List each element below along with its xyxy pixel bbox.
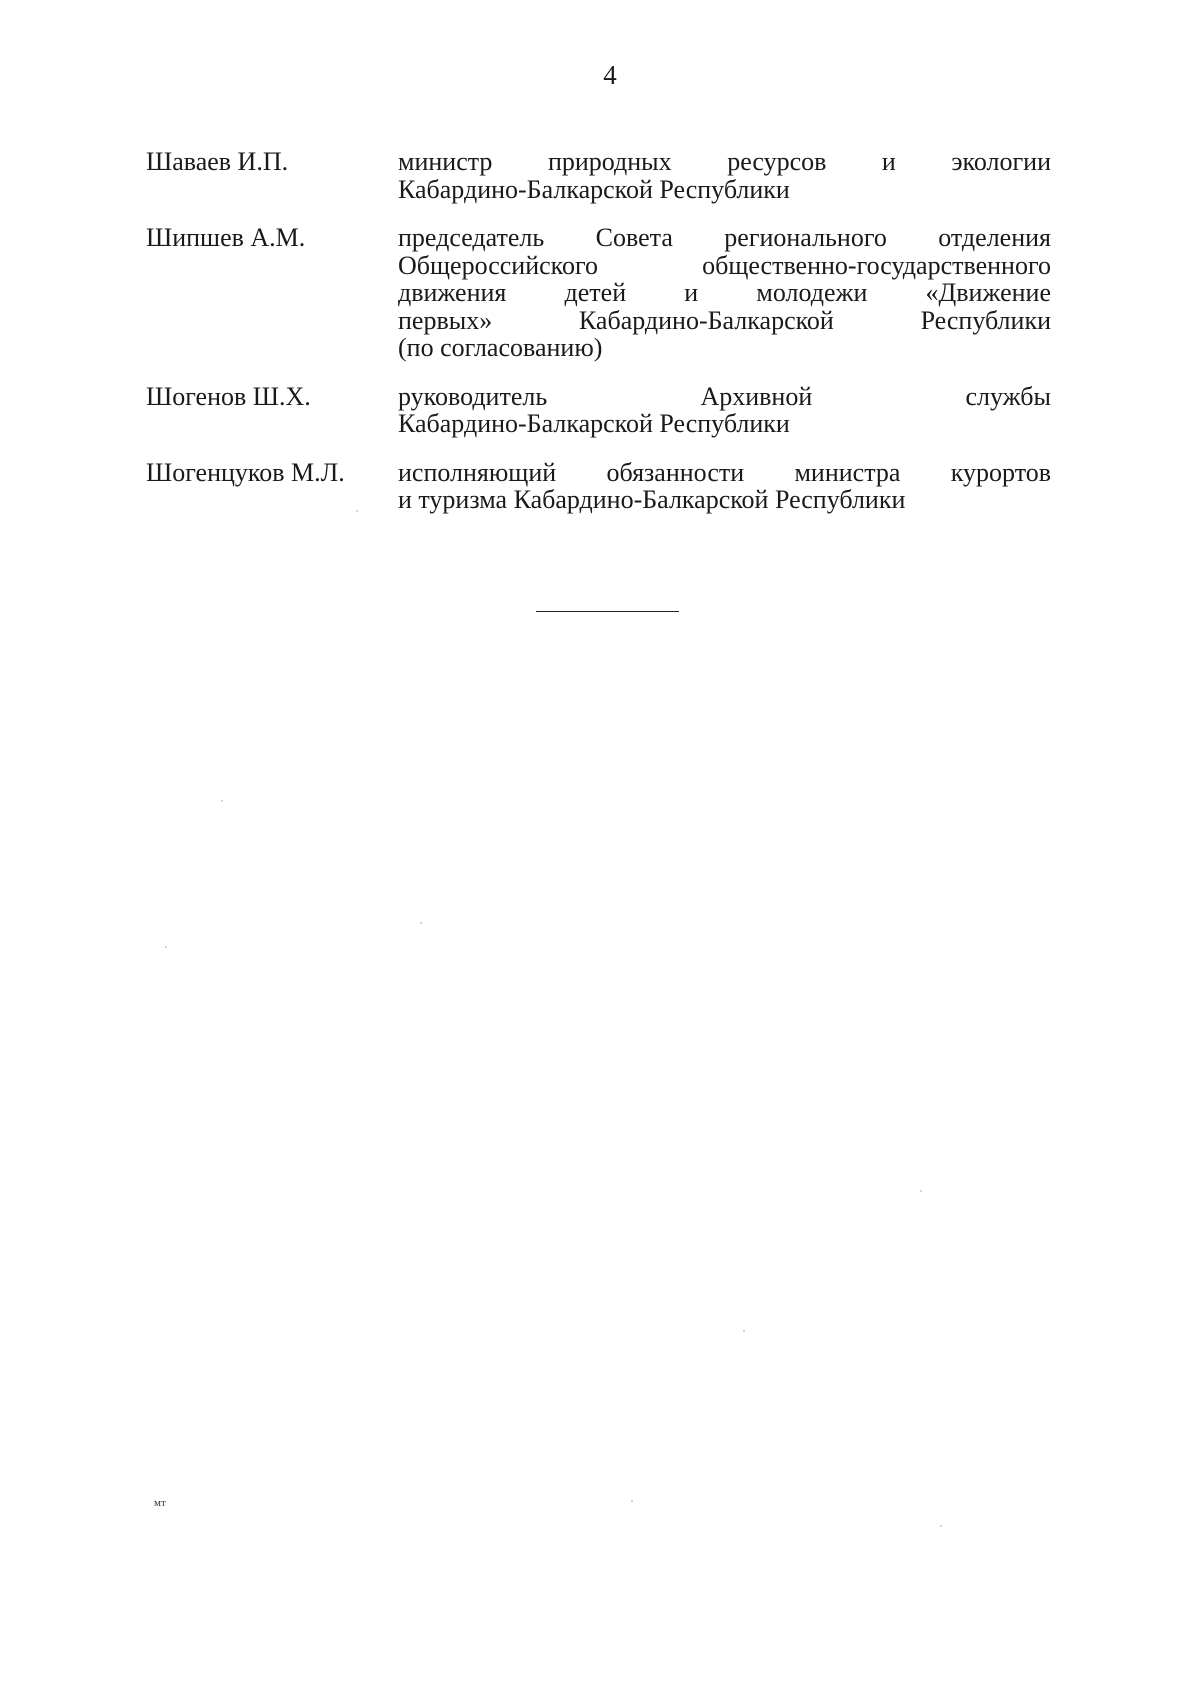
scan-speck: [940, 1525, 942, 1527]
member-name: Шаваев И.П.: [146, 147, 289, 176]
scan-speck: [356, 510, 358, 512]
member-list: [146, 148, 1051, 535]
position-line: Кабардино-Балкарской Республики: [398, 409, 790, 438]
member-entry: [146, 383, 1051, 438]
member-name: Шипшев А.М.: [146, 223, 306, 252]
member-entry: [146, 459, 1051, 514]
position-line: исполняющий обязанности министра курортов: [398, 457, 1051, 487]
scan-speck: [743, 1330, 745, 1332]
footer-mark: мт: [154, 1497, 166, 1509]
member-position: [398, 383, 1051, 438]
position-line: первых» Кабардино-Балкарской Республики: [398, 305, 1051, 335]
position-line: председатель Совета регионального отделения: [398, 223, 1051, 252]
member-entry: [146, 224, 1051, 362]
end-of-list-rule: [536, 611, 679, 612]
position-line: Кабардино-Балкарской Республики: [398, 174, 790, 204]
page-number: 4: [603, 60, 617, 90]
member-name: Шогенцуков М.Л.: [146, 457, 345, 487]
position-line: движения детей и молодежи «Движение: [398, 278, 1051, 307]
scan-speck: [221, 800, 223, 802]
position-line: и туризма Кабардино-Балкарской Республики: [398, 485, 906, 514]
position-line: руководитель Архивной службы: [398, 381, 1051, 411]
member-position: [398, 459, 1051, 514]
member-position: [398, 148, 1051, 203]
position-line: министр природных ресурсов и экологии: [398, 147, 1051, 176]
position-line: (по согласованию): [398, 333, 603, 362]
member-position: [398, 224, 1051, 362]
scan-speck: [165, 946, 167, 948]
scan-speck: [420, 922, 422, 924]
member-entry: [146, 148, 1051, 203]
scan-speck: [920, 1190, 922, 1192]
member-name: Шогенов Ш.Х.: [146, 381, 311, 411]
scan-speck: [631, 1500, 633, 1502]
position-line: Общероссийского общественно-государственного: [398, 250, 1051, 280]
